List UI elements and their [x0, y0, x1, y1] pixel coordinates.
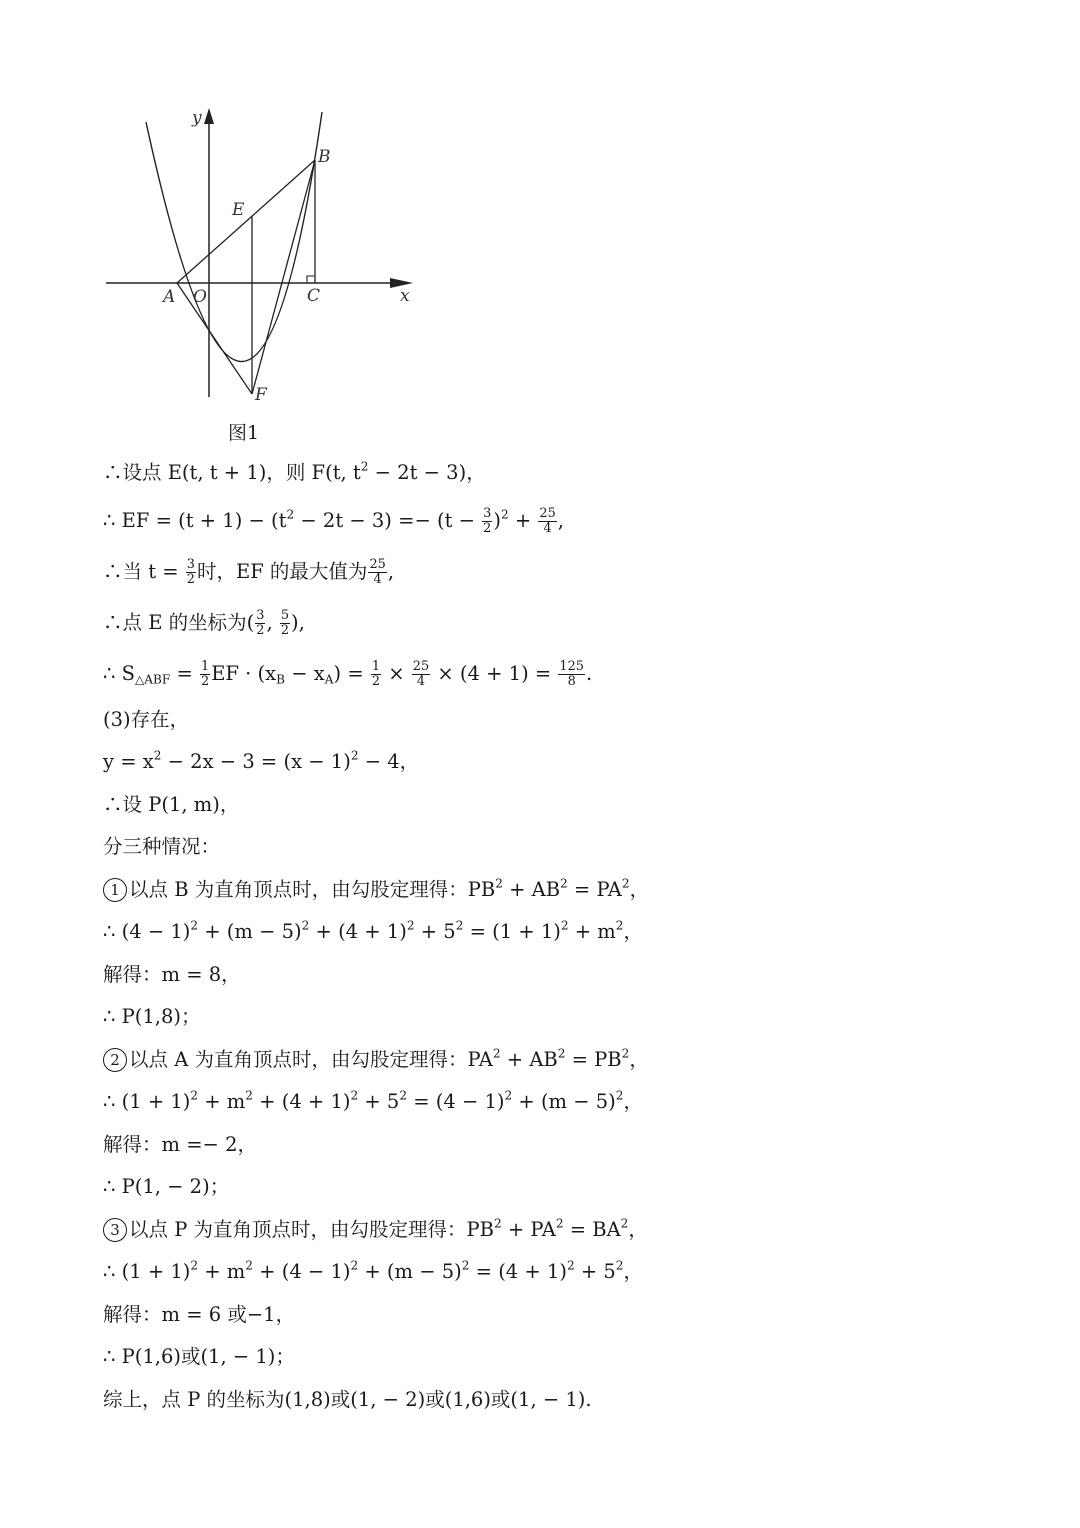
y-axis-arrow	[204, 108, 214, 124]
line-6: (3)存在，	[103, 707, 190, 731]
line-21: ∴ P(1,6)或(1, − 1)；	[103, 1345, 295, 1368]
line-14: 2 以点 A 为直角顶点时，由勾股定理得：$PA^2 + AB^2 = PB^2$，	[103, 1039, 1003, 1082]
point-B-label: B	[318, 147, 331, 167]
parabola-curve	[146, 112, 322, 362]
line-9: 分三种情况：	[103, 835, 221, 858]
line-3: ∴当 t = $\frac{3}{2}$ 时，EF 的最大值为 $\frac{25}{4}$ ,	[103, 556, 395, 587]
y-axis-label: y	[192, 108, 202, 128]
case-3-marker: 3	[103, 1218, 127, 1242]
line-19: ∴ $(1 + 1)^2 + m^2 + (4 - 1)^2 + (m - 5)^2 = (4 + 1)^2 + 5^2$，	[103, 1258, 643, 1283]
right-angle-mark	[307, 276, 315, 283]
line-13: ∴ P(1,8)；	[103, 1005, 201, 1028]
figure-caption: 图1	[228, 422, 260, 444]
point-E-label: E	[232, 200, 245, 220]
point-O-label: O	[193, 287, 207, 307]
x-axis-label: x	[400, 286, 410, 306]
line-12: 解得：m = 8，	[103, 962, 241, 986]
figure-1	[100, 100, 430, 450]
line-22: 综上，点 P 的坐标为(1,8)或(1, − 2)或(1,6)或(1, − 1).	[103, 1387, 592, 1411]
case-1-marker: 1	[103, 878, 127, 902]
line-7: $y = x^2 - 2x - 3 = (x - 1)^2 - 4$，	[103, 748, 420, 773]
line-16: 解得：m =− 2，	[103, 1132, 257, 1156]
line-11: ∴ $(4 - 1)^2 + (m - 5)^2 + (4 + 1)^2 + 5^2 = (1 + 1)^2 + m^2$，	[103, 918, 643, 943]
case-2-marker: 2	[103, 1048, 127, 1072]
parabola-diagram	[100, 100, 430, 420]
point-A-label: A	[163, 287, 176, 307]
line-15: ∴ $(1 + 1)^2 + m^2 + (4 + 1)^2 + 5^2 = (4 - 1)^2 + (m - 5)^2$，	[103, 1088, 643, 1113]
point-C-label: C	[307, 286, 321, 306]
line-1: ∴设点 E(t, t + 1)，则 F(t, $t^2 - 2t - 3$)，	[103, 459, 486, 484]
point-F-label: F	[255, 385, 267, 405]
line-8: ∴设 P(1, m)，	[103, 792, 240, 816]
line-5: ∴ $S_{\triangle ABF}$ = $\frac{1}{2}$ EF · $(x_B - x_A)$ = $\frac{1}{2}$ × $\frac{25}{4}$ × (4 + 1) = $\frac{125}{8}$ .	[103, 658, 593, 689]
line-17: ∴ P(1, − 2)；	[103, 1175, 230, 1198]
line-2: ∴ EF = $(t + 1) - (t^2 - 2t - 3) =- (t$ − $\frac{3}{2}$ )$^2$ + $\frac{25}{4}$ ,	[103, 505, 564, 536]
segment-BF	[252, 160, 315, 394]
line-20: 解得：m = 6 或−1，	[103, 1302, 296, 1326]
line-10: 1 以点 B 为直角顶点时，由勾股定理得：$PB^2 + AB^2 = PA^2$，	[103, 869, 1003, 912]
segment-AF	[177, 283, 252, 394]
solution-text	[103, 452, 1003, 1421]
line-4: ∴点 E 的坐标为( $\frac{3}{2}$ , $\frac{5}{2}$ ),	[103, 607, 305, 638]
line-18: 3 以点 P 为直角顶点时，由勾股定理得：$PB^2 + PA^2 = BA^2$，	[103, 1209, 1003, 1252]
